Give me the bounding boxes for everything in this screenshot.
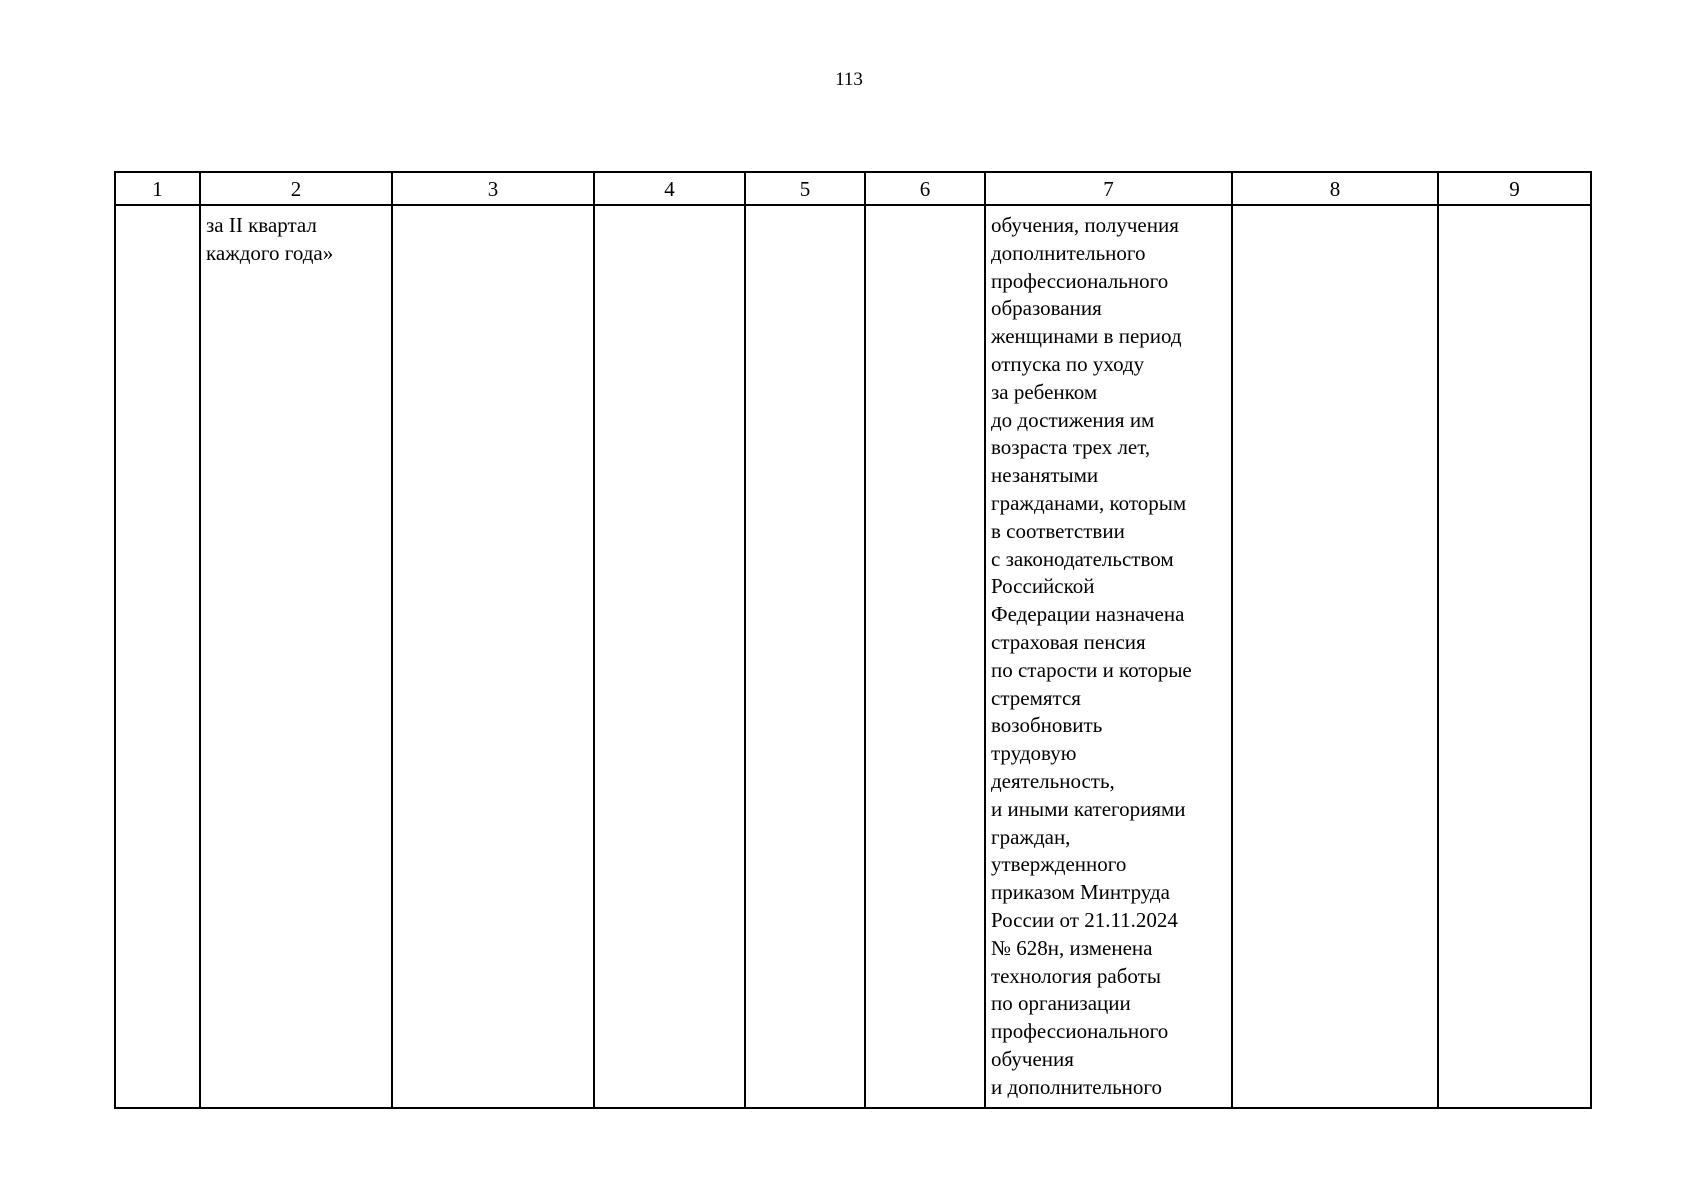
column-header-7: 7 bbox=[985, 172, 1232, 205]
cell-text-line: № 628н, изменена bbox=[991, 935, 1153, 960]
cell-text-line: образования bbox=[991, 296, 1102, 321]
cell-text-line: с законодательством bbox=[991, 546, 1174, 571]
cell-text-line: возобновить bbox=[991, 713, 1103, 738]
cell-text-line: граждан, bbox=[991, 824, 1071, 849]
table-cell-col5 bbox=[745, 205, 865, 1108]
table-row bbox=[115, 205, 1591, 1108]
cell-text-line: технология работы bbox=[991, 963, 1161, 988]
cell-text-line: деятельность, bbox=[991, 768, 1115, 793]
cell-text-line: трудовую bbox=[991, 741, 1077, 766]
column-header-6: 6 bbox=[865, 172, 985, 205]
table-cell-col6 bbox=[865, 205, 985, 1108]
column-header-1: 1 bbox=[115, 172, 200, 205]
cell-text-line: возраста трех лет, bbox=[991, 435, 1151, 460]
cell-text-line: и иными категориями bbox=[991, 796, 1186, 821]
table-cell-col9 bbox=[1438, 205, 1591, 1108]
table-header-row bbox=[115, 172, 1591, 205]
table-cell-col1 bbox=[115, 205, 200, 1108]
cell-text-line: по организации bbox=[991, 991, 1131, 1016]
table-cell-col2 bbox=[200, 205, 392, 1108]
cell-text-line: Российской bbox=[991, 574, 1095, 599]
cell-text-line: гражданами, которым bbox=[991, 490, 1187, 515]
cell-text-line: дополнительного bbox=[991, 240, 1146, 265]
cell-text-line: стремятся bbox=[991, 685, 1081, 710]
column-header-3: 3 bbox=[392, 172, 594, 205]
column-header-4: 4 bbox=[594, 172, 745, 205]
cell-text-line: и дополнительного bbox=[991, 1074, 1162, 1099]
cell-text-line: женщинами в период bbox=[991, 324, 1182, 349]
cell-text-line: до достижения им bbox=[991, 407, 1155, 432]
cell-text-line: приказом Минтруда bbox=[991, 880, 1170, 905]
page-number: 113 bbox=[835, 69, 863, 90]
cell-text-line: по старости и которые bbox=[991, 657, 1192, 682]
table-cell-col7 bbox=[985, 205, 1232, 1108]
column-header-5: 5 bbox=[745, 172, 865, 205]
table-cell-col3 bbox=[392, 205, 594, 1108]
cell-text-line: профессионального bbox=[991, 1019, 1169, 1044]
cell-text-line: в соответствии bbox=[991, 518, 1125, 543]
cell-text-line: России от 21.11.2024 bbox=[991, 907, 1178, 932]
cell-text-line: за ребенком bbox=[991, 379, 1098, 404]
cell-text-line: за II квартал bbox=[206, 213, 317, 237]
column-header-9: 9 bbox=[1438, 172, 1591, 205]
cell-text-line: обучения bbox=[991, 1046, 1074, 1071]
cell-text-line: каждого года» bbox=[206, 240, 334, 265]
cell-text-line: страховая пенсия bbox=[991, 629, 1146, 654]
cell-text-line: обучения, получения bbox=[991, 213, 1179, 237]
cell-text-line: отпуска по уходу bbox=[991, 351, 1145, 376]
document-table bbox=[114, 171, 1592, 1109]
table-cell-col4 bbox=[594, 205, 745, 1108]
cell-text-line: профессионального bbox=[991, 268, 1169, 293]
cell-text-line: незанятыми bbox=[991, 463, 1099, 488]
cell-text-line: Федерации назначена bbox=[991, 602, 1185, 627]
cell-text-line: утвержденного bbox=[991, 852, 1127, 877]
table-cell-col8 bbox=[1232, 205, 1438, 1108]
column-header-8: 8 bbox=[1232, 172, 1438, 205]
column-header-2: 2 bbox=[200, 172, 392, 205]
